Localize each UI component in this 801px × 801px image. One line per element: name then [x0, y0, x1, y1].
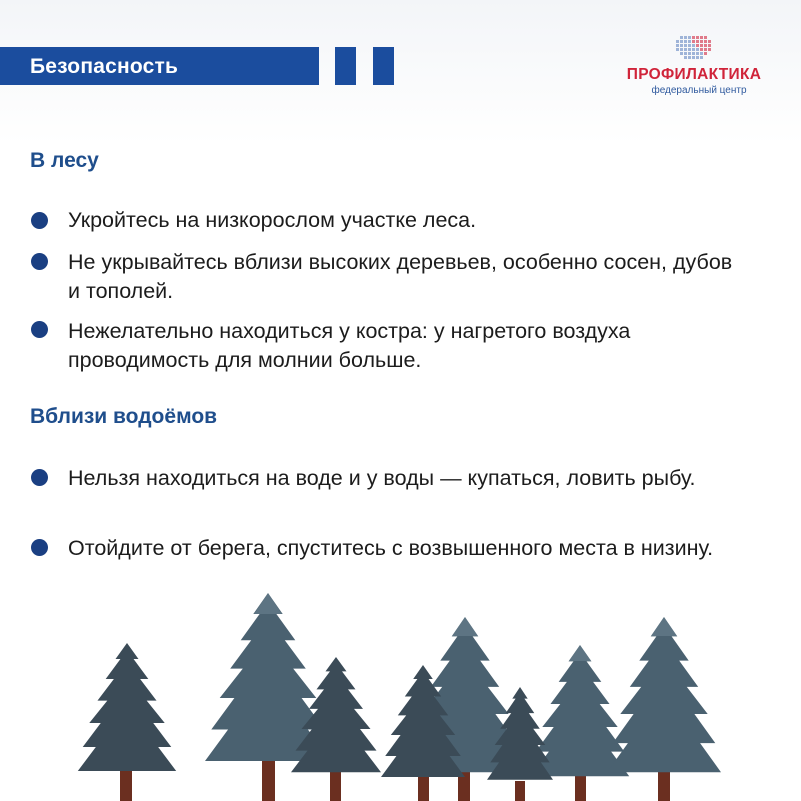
list-item: Отойдите от берега, спуститесь с возвышенного места в низину.: [68, 536, 714, 560]
list-item: Нельзя находиться на воде и у воды — купаться, ловить рыбу.: [68, 466, 696, 490]
forest-illustration: [0, 585, 801, 801]
list-item: Нежелательно находиться у костра: у нагретого воздуха проводимость для молнии больше.: [68, 319, 631, 372]
header-accent-block: [335, 47, 356, 85]
logo-subtitle: федеральный центр: [651, 85, 747, 96]
list-item: Не укрывайтесь вблизи высоких деревьев, особенно сосен, дубов и тополей.: [68, 250, 733, 303]
bullet-icon: [31, 469, 48, 486]
logo-name: ПРОФИЛАКТИКА: [626, 66, 762, 83]
page-title: Безопасность: [30, 55, 179, 78]
logo-grid-icon: [676, 36, 712, 62]
section-title-forest: В лесу: [30, 149, 99, 172]
section-title-water: Вблизи водоёмов: [30, 405, 218, 428]
bullet-icon: [31, 253, 48, 270]
bullet-icon: [31, 539, 48, 556]
bullet-icon: [31, 321, 48, 338]
logo: [616, 36, 772, 100]
list-item: Укройтесь на низкорослом участке леса.: [68, 208, 477, 232]
header-accent-block: [373, 47, 394, 85]
bullet-icon: [31, 212, 48, 229]
